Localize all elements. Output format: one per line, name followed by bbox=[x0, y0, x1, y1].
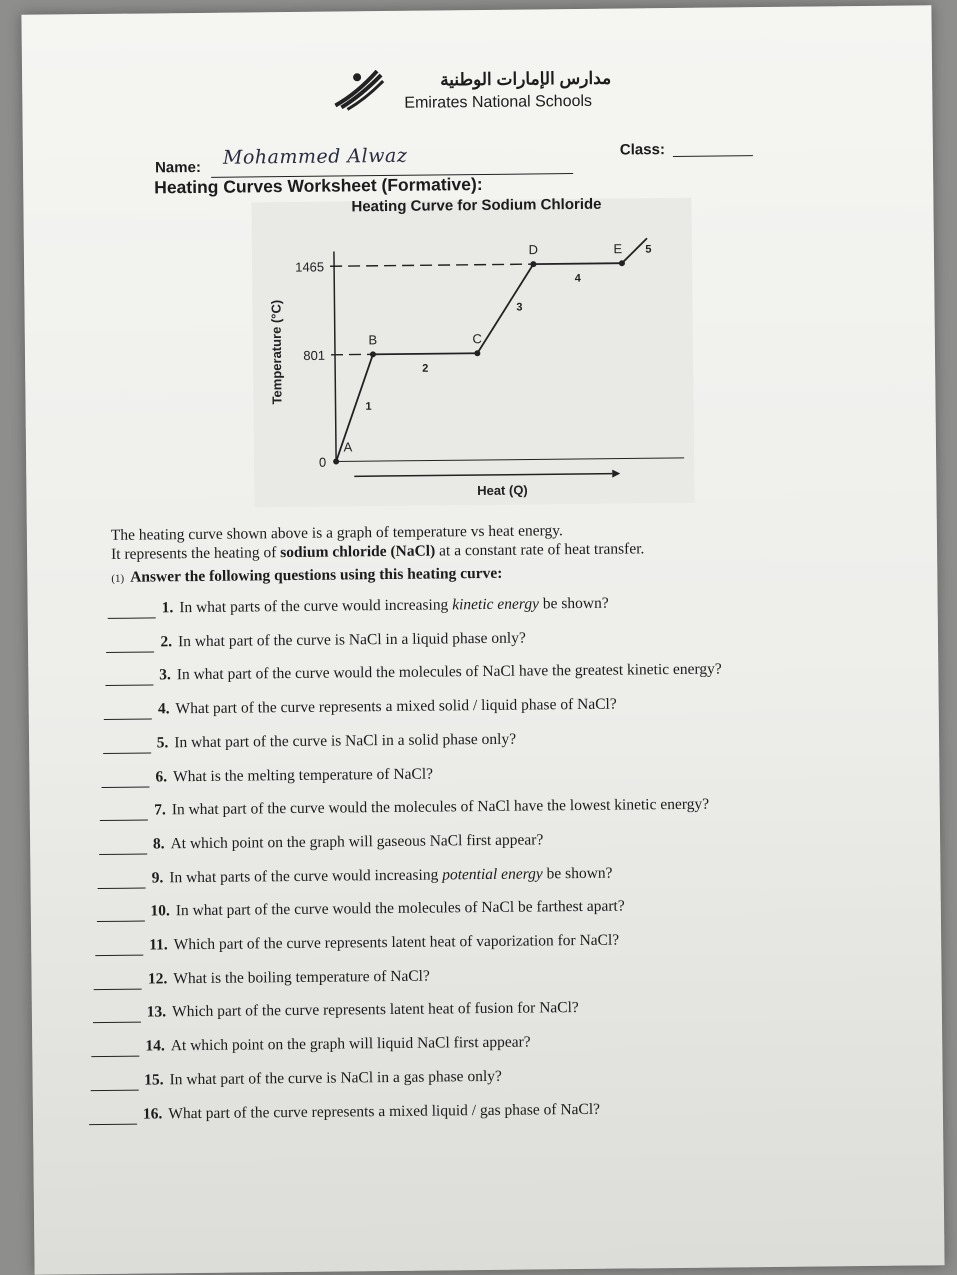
question-text: What is the melting temperature of NaCl? bbox=[173, 765, 433, 785]
question-item bbox=[91, 1034, 530, 1058]
answer-blank[interactable] bbox=[106, 633, 154, 653]
answer-blank[interactable] bbox=[91, 1038, 139, 1058]
name-value-handwritten: Mohammed Alwaz bbox=[223, 145, 408, 169]
instruction-number: (1) bbox=[111, 573, 124, 585]
question-number: 1. bbox=[162, 599, 174, 616]
point-label: E bbox=[613, 241, 622, 256]
intro-line-2-pre: It represents the heating of bbox=[111, 544, 280, 563]
class-label: Class: bbox=[620, 141, 665, 158]
answer-blank[interactable] bbox=[108, 599, 156, 619]
question-item bbox=[101, 765, 433, 787]
x-axis-arrow bbox=[354, 474, 612, 477]
question-number: 3. bbox=[159, 667, 171, 684]
question-text: In what part of the curve is NaCl in a solid phase only? bbox=[174, 730, 516, 751]
question-number: 7. bbox=[154, 802, 166, 819]
question-number: 8. bbox=[153, 835, 165, 852]
point-label: D bbox=[528, 242, 538, 257]
intro-line-2-bold: sodium chloride (NaCl) bbox=[280, 542, 435, 561]
school-name-arabic: مدارس الإمارات الوطنية bbox=[440, 69, 611, 91]
question-text: What is the boiling temperature of NaCl? bbox=[173, 967, 430, 987]
y-tick-label: 0 bbox=[319, 455, 326, 470]
y-tick-label: 1465 bbox=[295, 259, 324, 274]
question-item bbox=[108, 595, 609, 619]
question-item bbox=[100, 796, 709, 821]
question-text: At which point on the graph will gaseous NaCl first appear? bbox=[170, 831, 543, 852]
curve-segment bbox=[373, 353, 477, 354]
curve-segment bbox=[533, 263, 622, 264]
reference-dash-line bbox=[330, 264, 533, 266]
answer-blank[interactable] bbox=[89, 1105, 137, 1125]
question-item bbox=[94, 967, 430, 990]
answer-blank[interactable] bbox=[103, 734, 151, 754]
answer-blank[interactable] bbox=[94, 970, 142, 990]
question-item bbox=[93, 999, 579, 1023]
answer-blank[interactable] bbox=[100, 802, 148, 822]
question-text-end: be shown? bbox=[539, 595, 609, 613]
instruction-text: Answer the following questions using this heating curve: bbox=[130, 565, 502, 586]
question-number: 12. bbox=[148, 970, 168, 987]
intro-line-2-post: at a constant rate of heat transfer. bbox=[435, 540, 644, 559]
worksheet-title: Heating Curves Worksheet (Formative): bbox=[154, 174, 483, 198]
x-axis-label: Heat (Q) bbox=[477, 483, 528, 499]
question-number: 10. bbox=[150, 903, 170, 920]
question-text: In what parts of the curve would increasing bbox=[169, 866, 442, 886]
answer-blank[interactable] bbox=[95, 937, 143, 957]
question-text: In what part of the curve is NaCl in a liquid phase only? bbox=[178, 629, 526, 650]
point-label: B bbox=[368, 332, 377, 347]
question-item bbox=[89, 1100, 600, 1124]
segment-number-label: 1 bbox=[365, 401, 371, 413]
x-axis-arrowhead bbox=[612, 470, 620, 478]
school-logo-icon bbox=[327, 63, 388, 114]
question-item bbox=[105, 661, 722, 686]
question-emphasis: kinetic energy bbox=[452, 595, 539, 613]
question-text: In what part of the curve would the molecules of NaCl have the greatest kinetic energy? bbox=[177, 661, 722, 684]
answer-blank[interactable] bbox=[101, 768, 149, 788]
segment-number-label: 5 bbox=[645, 244, 651, 256]
question-text: In what part of the curve would the molecules of NaCl have the lowest kinetic energy? bbox=[172, 796, 709, 819]
question-text: Which part of the curve represents latent heat of fusion for NaCl? bbox=[172, 999, 579, 1020]
segment-number-label: 4 bbox=[575, 273, 582, 285]
y-tick-label: 801 bbox=[303, 348, 325, 363]
answer-blank[interactable] bbox=[105, 667, 153, 687]
name-label: Name: bbox=[155, 159, 201, 176]
school-name-english: Emirates National Schools bbox=[404, 93, 592, 113]
answer-blank[interactable] bbox=[93, 1004, 141, 1024]
segment-number-label: 3 bbox=[516, 302, 522, 314]
question-item bbox=[103, 730, 517, 753]
question-number: 4. bbox=[158, 700, 170, 717]
x-axis bbox=[336, 458, 684, 462]
question-text: In what part of the curve is NaCl in a gas phase only? bbox=[169, 1068, 501, 1088]
question-number: 16. bbox=[143, 1105, 163, 1122]
y-axis-label: Temperature (°C) bbox=[268, 300, 284, 405]
question-number: 2. bbox=[160, 633, 172, 650]
segment-number-label: 2 bbox=[422, 363, 428, 375]
answer-blank[interactable] bbox=[104, 701, 152, 721]
question-text-end: be shown? bbox=[543, 864, 613, 882]
curve-point bbox=[333, 458, 339, 464]
curve-segment bbox=[476, 264, 534, 353]
answer-blank[interactable] bbox=[90, 1071, 138, 1091]
point-label: A bbox=[344, 439, 353, 454]
answer-blank[interactable] bbox=[98, 869, 146, 889]
question-number: 14. bbox=[145, 1037, 165, 1054]
question-number: 9. bbox=[152, 869, 164, 886]
heating-curve-chart bbox=[252, 218, 695, 508]
y-axis bbox=[334, 252, 336, 462]
question-text: At which point on the graph will liquid NaCl first appear? bbox=[171, 1034, 531, 1055]
question-text: Which part of the curve represents latent heat of vaporization for NaCl? bbox=[174, 932, 620, 954]
question-number: 11. bbox=[149, 936, 168, 953]
question-list bbox=[21, 5, 931, 15]
question-emphasis: potential energy bbox=[442, 865, 543, 883]
answer-blank[interactable] bbox=[96, 903, 144, 923]
curve-point bbox=[370, 351, 376, 357]
question-item bbox=[99, 831, 544, 855]
question-number: 6. bbox=[155, 768, 167, 785]
chart-title: Heating Curve for Sodium Chloride bbox=[351, 196, 601, 216]
question-item bbox=[106, 629, 526, 652]
question-number: 5. bbox=[157, 734, 169, 751]
class-field[interactable] bbox=[673, 143, 753, 157]
question-item bbox=[90, 1068, 502, 1091]
question-item bbox=[96, 898, 624, 923]
question-item bbox=[104, 696, 617, 720]
question-item bbox=[95, 932, 619, 956]
answer-blank[interactable] bbox=[99, 835, 147, 855]
instruction bbox=[111, 565, 502, 587]
question-text: What part of the curve represents a mixed solid / liquid phase of NaCl? bbox=[175, 696, 616, 718]
question-text: What part of the curve represents a mixed liquid / gas phase of NaCl? bbox=[168, 1100, 600, 1122]
question-item bbox=[98, 864, 613, 888]
question-text: In what part of the curve would the molecules of NaCl be farthest apart? bbox=[176, 898, 625, 920]
question-text: In what parts of the curve would increasing bbox=[179, 596, 452, 616]
curve-segment bbox=[622, 238, 648, 263]
worksheet-page bbox=[21, 5, 944, 1274]
intro-line-1: The heating curve shown above is a graph of temperature vs heat energy. bbox=[111, 521, 563, 546]
point-label: C bbox=[472, 331, 482, 346]
question-number: 13. bbox=[147, 1004, 167, 1021]
question-number: 15. bbox=[144, 1071, 164, 1088]
